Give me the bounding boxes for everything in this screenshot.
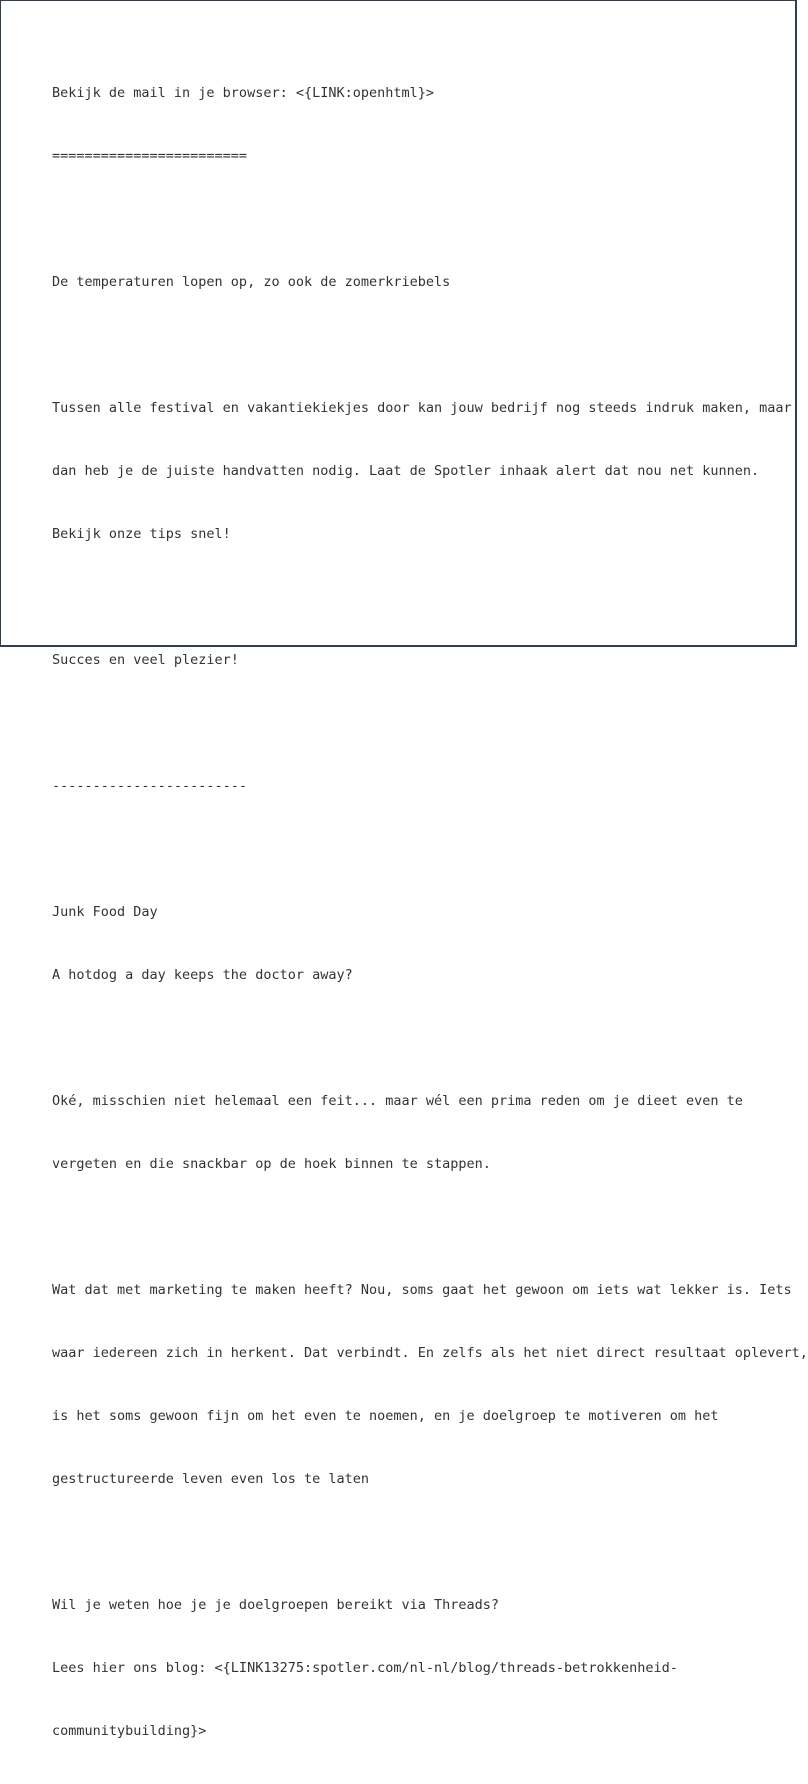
paragraph-line: is het soms gewoon fijn om het even te noemen, en je doelgroep te motiveren om het: [52, 1408, 719, 1424]
single-rule: ------------------------: [52, 778, 248, 794]
email-plaintext-body: [52, 41, 808, 1784]
paragraph-line: Oké, misschien niet helemaal een feit... maar wél een prima reden om je dieet even te: [52, 1093, 743, 1109]
blank-line: [52, 587, 782, 608]
double-rule: ========================: [52, 148, 248, 164]
blank-line: [52, 1532, 782, 1553]
intro-line: Tussen alle festival en vakantiekiekjes door kan jouw bedrijf nog steeds indruk maken, maar: [52, 400, 792, 416]
paragraph-line: gestructureerde leven even los te laten: [52, 1471, 369, 1487]
section-title: Junk Food Day: [52, 904, 158, 920]
intro-line: Bekijk onze tips snel!: [52, 526, 231, 542]
paragraph-line: Wat dat met marketing te maken heeft? Nou, soms gaat het gewoon om iets wat lekker is. Iets: [52, 1282, 792, 1298]
blank-line: [52, 1217, 782, 1238]
section-subtitle: A hotdog a day keeps the doctor away?: [52, 967, 353, 983]
blank-line: [52, 713, 782, 734]
closing-line: Succes en veel plezier!: [52, 652, 239, 668]
intro-line: dan heb je de juiste handvatten nodig. Laat de Spotler inhaak alert dat nou net kunnen.: [52, 463, 760, 479]
browser-link-line[interactable]: Bekijk de mail in je browser: <{LINK:openhtml}>: [52, 85, 435, 101]
blank-line: [52, 209, 782, 230]
blog-link-line[interactable]: Lees hier ons blog: <{LINK13275:spotler.com/nl-nl/blog/threads-betrokkenheid-: [52, 1660, 678, 1676]
blank-line: [52, 1028, 782, 1049]
paragraph-line: vergeten en die snackbar op de hoek binnen te stappen.: [52, 1156, 491, 1172]
paragraph-line: waar iedereen zich in herkent. Dat verbindt. En zelfs als het niet direct resultaat oplevert,: [52, 1345, 808, 1361]
cta-question: Wil je weten hoe je je doelgroepen bereikt via Threads?: [52, 1597, 500, 1613]
blank-line: [52, 839, 782, 860]
blog-link-line[interactable]: communitybuilding}>: [52, 1723, 207, 1739]
headline: De temperaturen lopen op, zo ook de zomerkriebels: [52, 274, 451, 290]
blank-line: [52, 335, 782, 356]
